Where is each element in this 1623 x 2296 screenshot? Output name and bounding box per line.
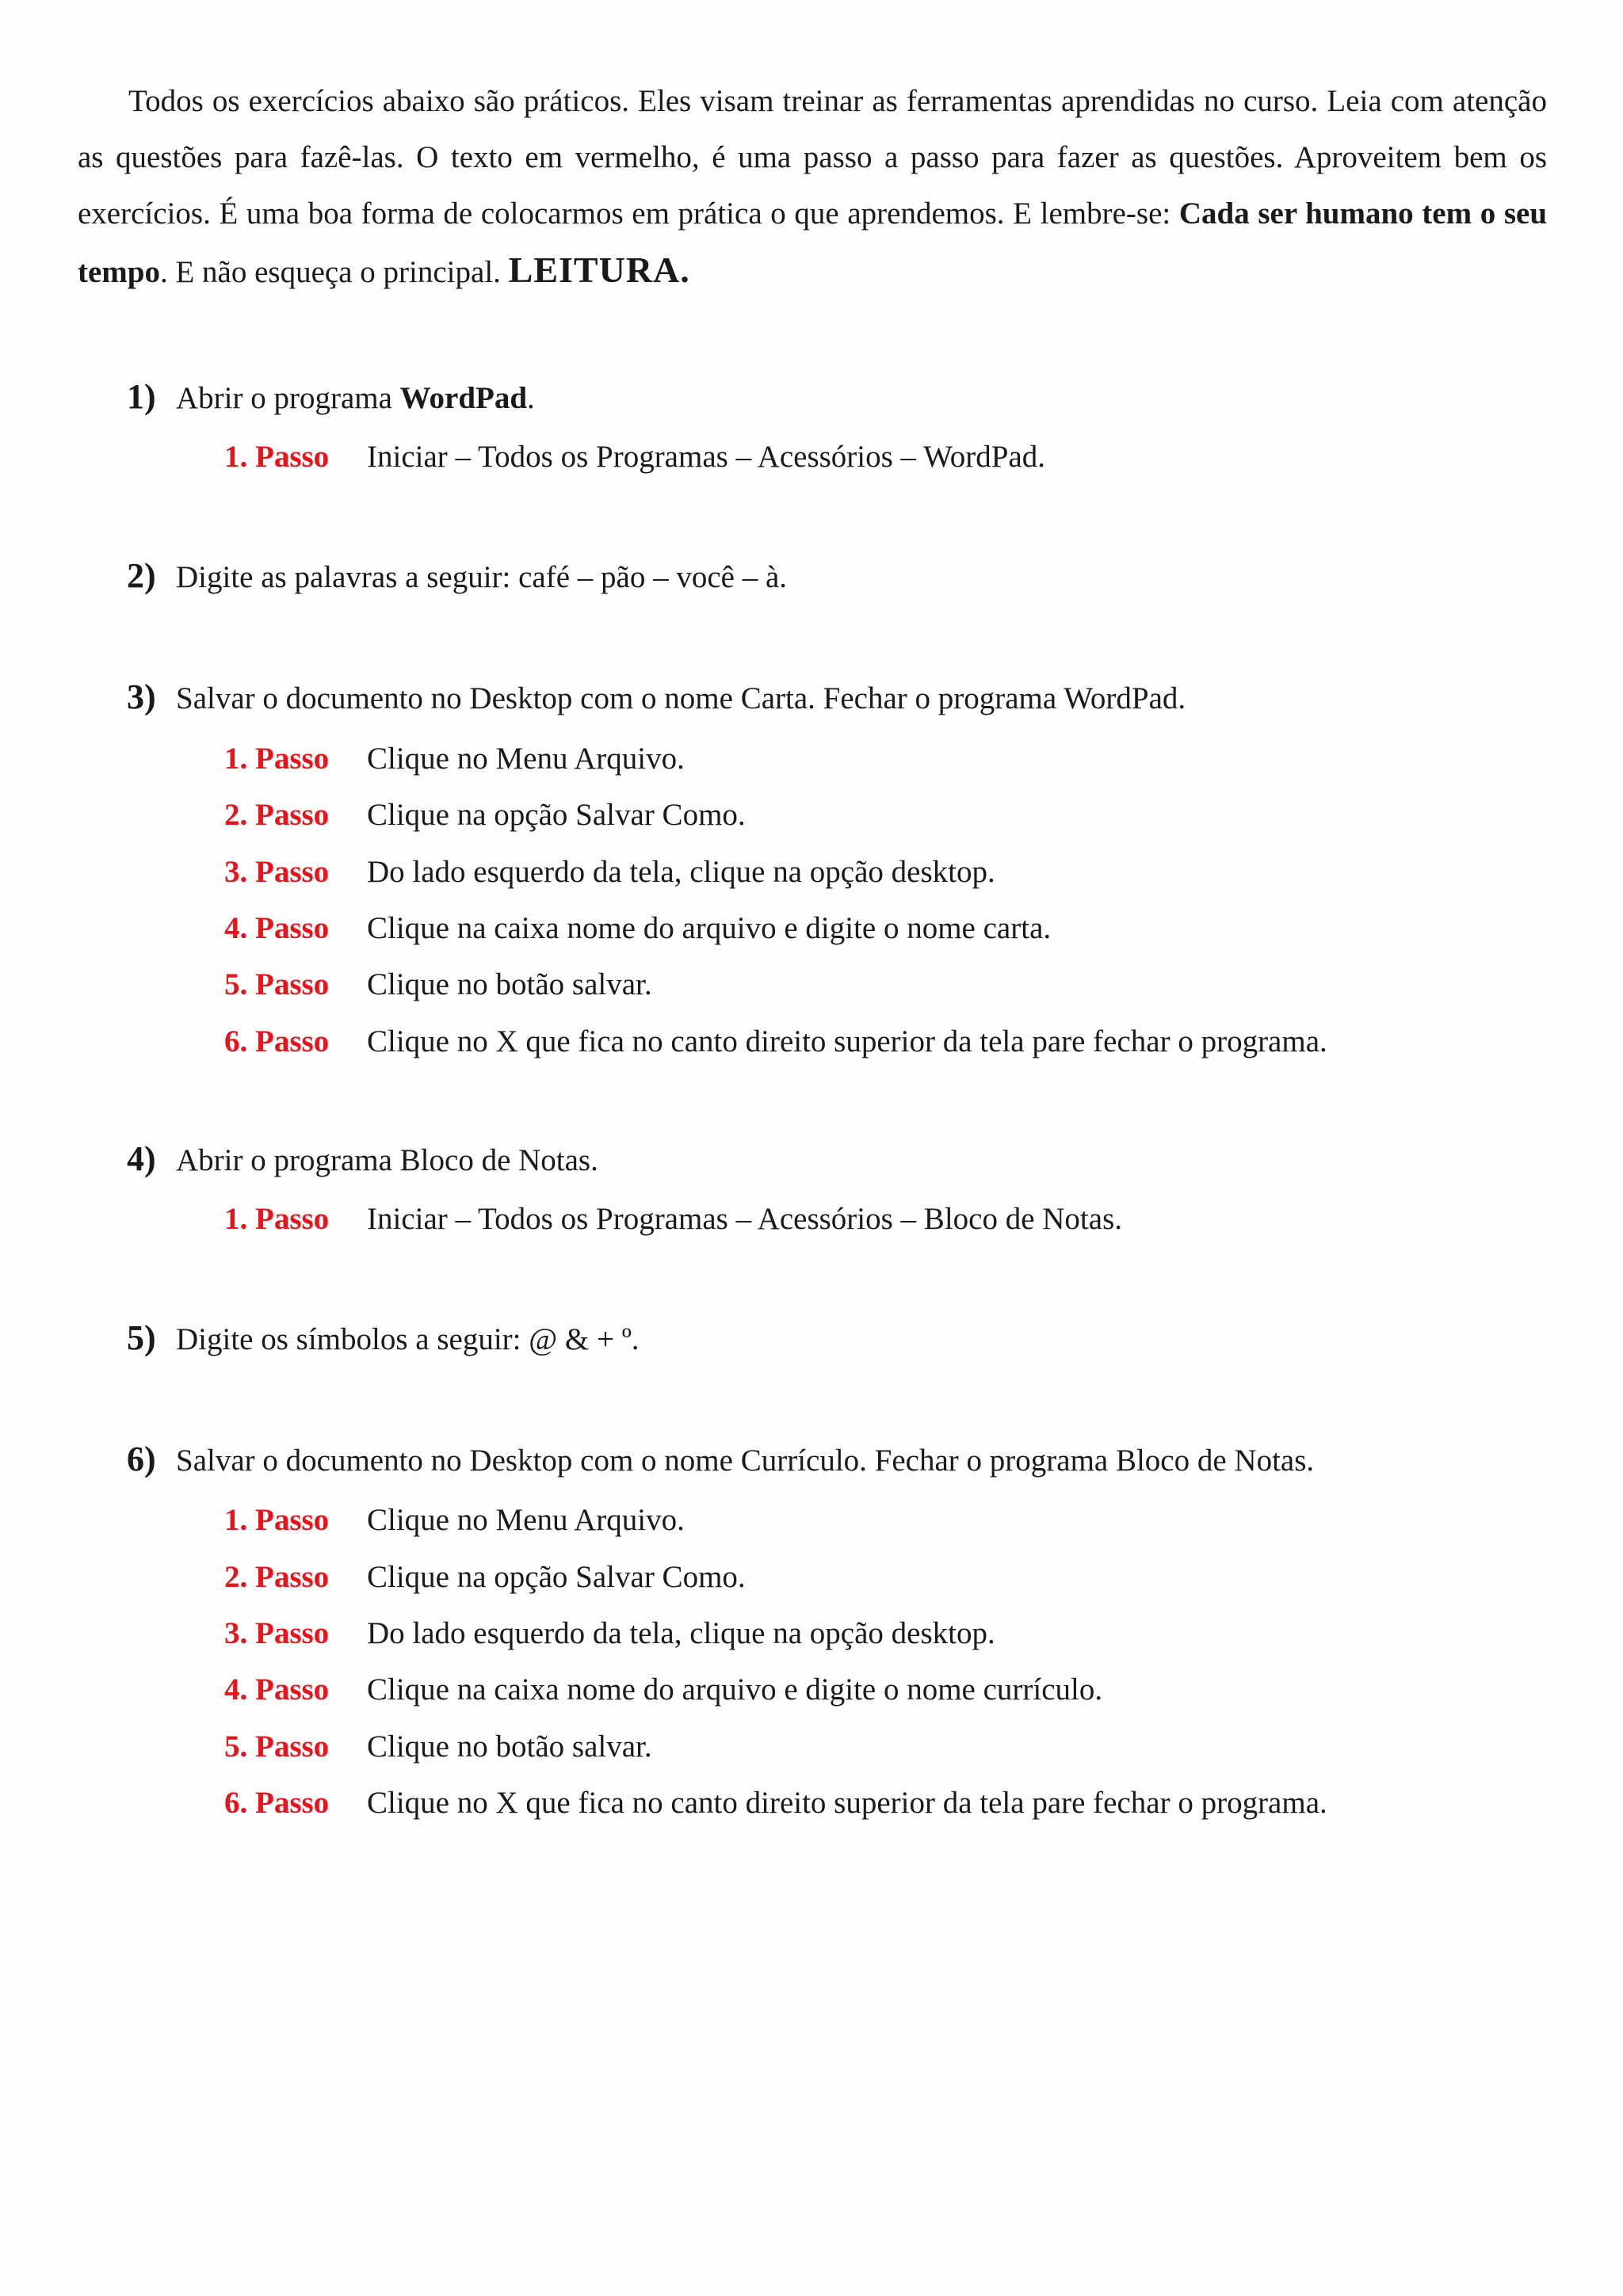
step-label: 6. Passo — [224, 1024, 330, 1058]
question-3 — [127, 677, 1553, 719]
step-label: 5. Passo — [224, 1730, 330, 1764]
step-text: Clique no botão salvar. — [367, 967, 652, 1001]
intro-paragraph — [78, 73, 1547, 300]
step-item — [224, 852, 1571, 892]
step-text: Clique na caixa nome do arquivo e digite o nome currículo. — [367, 1672, 1103, 1707]
step-text: Clique no Menu Arquivo. — [367, 1503, 685, 1537]
step-item — [224, 909, 1571, 948]
step-label: 3. Passo — [224, 855, 330, 889]
intro-emphasis: Cada ser humano tem o seu tempo — [78, 196, 1548, 289]
step-label: 2. Passo — [224, 798, 330, 832]
step-item — [224, 1022, 1571, 1062]
question-number: 3) — [127, 677, 156, 716]
step-text: Clique na opção Salvar Como. — [367, 1560, 746, 1594]
step-item — [224, 1783, 1571, 1823]
step-item — [224, 739, 1571, 779]
step-item — [224, 1558, 1571, 1597]
question-number: 6) — [127, 1440, 156, 1478]
step-item — [224, 1501, 1571, 1540]
step-text: Clique na caixa nome do arquivo e digite o nome carta. — [367, 911, 1052, 945]
question-4 — [127, 1139, 1553, 1180]
step-text: Iniciar – Todos os Programas – Acessórios – WordPad. — [367, 440, 1046, 474]
step-label: 1. Passo — [224, 1503, 330, 1537]
question-number: 2) — [127, 556, 156, 595]
question-number: 1) — [127, 377, 156, 416]
question-text: Digite os símbolos a seguir: @ & + º. — [176, 1322, 640, 1356]
step-label: 4. Passo — [224, 911, 330, 945]
step-label: 6. Passo — [224, 1786, 330, 1820]
step-label: 3. Passo — [224, 1616, 330, 1650]
intro-reading: LEITURA. — [508, 250, 690, 290]
step-item — [224, 1727, 1571, 1767]
intro-text: Todos os exercícios abaixo são práticos. Eles visam treinar as ferramentas aprendidas no curso. Leia com atenção as questões para fazê-las. O texto em vermelho, é uma passo a passo para fazer as questões. Aproveitem bem os exercícios. É uma boa forma de colocarmos em prática o que aprendemos. E lembre-se: — [78, 84, 1547, 231]
question-5 — [127, 1318, 1553, 1360]
question-text: Salvar o documento no Desktop com o nome Carta. Fechar o programa WordPad. — [176, 681, 1186, 715]
step-item — [224, 437, 1571, 477]
step-text: Iniciar – Todos os Programas – Acessórios – Bloco de Notas. — [367, 1202, 1123, 1236]
step-text: Clique no X que fica no canto direito superior da tela pare fechar o programa. — [367, 1024, 1327, 1058]
step-text: Do lado esquerdo da tela, clique na opção desktop. — [367, 855, 995, 889]
step-item — [224, 1670, 1571, 1710]
step-label: 1. Passo — [224, 1202, 330, 1236]
question-1 — [127, 377, 1553, 418]
step-item — [224, 1614, 1571, 1653]
question-number: 5) — [127, 1318, 156, 1357]
step-text: Clique no Menu Arquivo. — [367, 742, 685, 776]
step-label: 4. Passo — [224, 1672, 330, 1707]
question-text: Abrir o programa WordPad. — [176, 381, 535, 415]
step-label: 5. Passo — [224, 967, 330, 1001]
step-label: 1. Passo — [224, 742, 330, 776]
step-item — [224, 965, 1571, 1005]
step-text: Clique na opção Salvar Como. — [367, 798, 746, 832]
intro-text-2: . E não esqueça o principal. — [159, 255, 509, 289]
step-text: Clique no X que fica no canto direito superior da tela pare fechar o programa. — [367, 1786, 1327, 1820]
step-item — [224, 795, 1571, 835]
question-text: Salvar o documento no Desktop com o nome Currículo. Fechar o programa Bloco de Notas. — [176, 1444, 1315, 1478]
step-text: Clique no botão salvar. — [367, 1730, 652, 1764]
step-item — [224, 1199, 1571, 1239]
question-bold: WordPad — [399, 381, 528, 415]
question-text: Abrir o programa Bloco de Notas. — [176, 1143, 598, 1177]
step-label: 2. Passo — [224, 1560, 330, 1594]
step-text: Do lado esquerdo da tela, clique na opção desktop. — [367, 1616, 995, 1650]
question-text: Digite as palavras a seguir: café – pão – você – à. — [176, 560, 788, 594]
question-6 — [127, 1440, 1553, 1481]
step-label: 1. Passo — [224, 440, 330, 474]
question-2 — [127, 556, 1553, 597]
question-number: 4) — [127, 1139, 156, 1178]
